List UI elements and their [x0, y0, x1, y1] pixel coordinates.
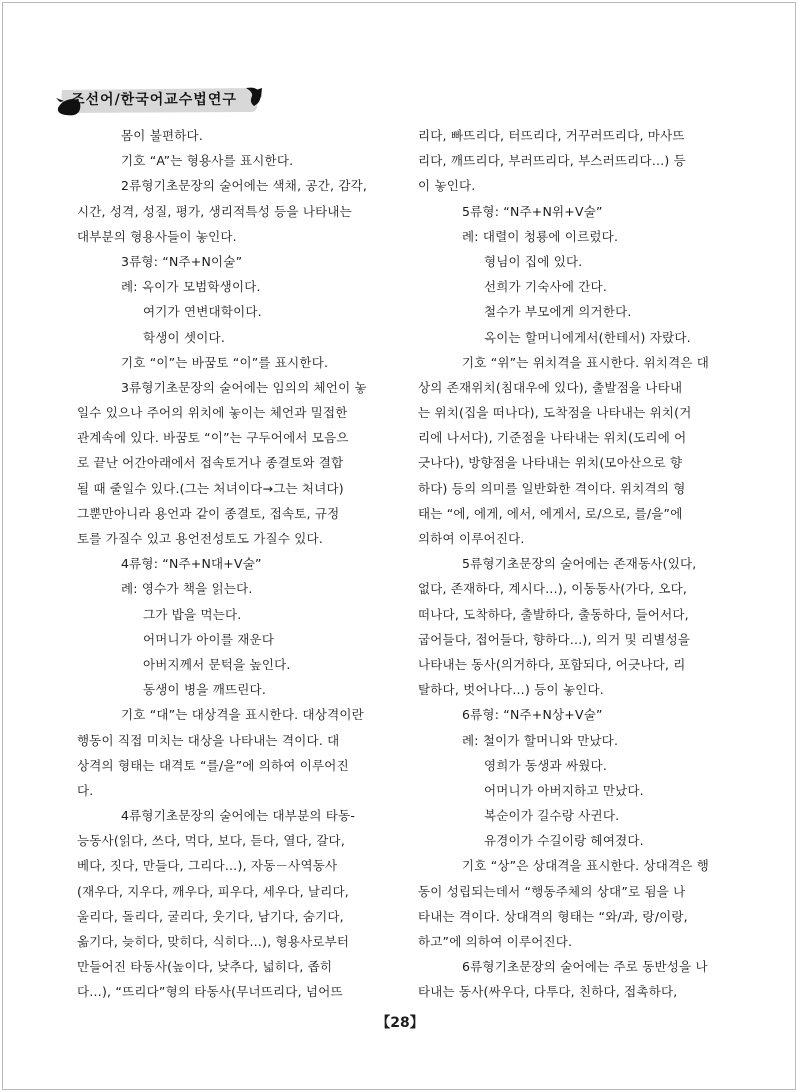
text-line: 선희가 기숙사에 간다.: [484, 279, 607, 295]
text-line: 대부분의 형용사들이 놓인다.: [77, 228, 237, 244]
text-line: 례: 옥이가 모범학생이다.: [121, 279, 261, 295]
text-line: 영희가 동생과 싸웠다.: [484, 757, 607, 773]
text-line: 철수가 부모에게 의거한다.: [484, 304, 632, 320]
text-line: 시간, 성격, 성질, 평가, 생리적특성 등을 나타내는: [77, 203, 352, 219]
text-line: 하다) 등의 의미를 일반화한 격이다. 위치격의 형: [418, 480, 686, 496]
text-line: 례: 대렬이 청룡에 이르렀다.: [462, 228, 619, 244]
text-line: 몸이 불편하다.: [121, 128, 203, 143]
text-line: 토를 가질수 있고 용언전성토도 가질수 있다.: [77, 531, 323, 546]
text-line: 일수 있으나 주어의 위치에 놓이는 체언과 밀접한: [77, 405, 348, 421]
text-line: 상격의 형태는 대격토 “를/을”에 의하여 이루어진: [77, 757, 349, 773]
text-line: 어머니가 아버지하고 만났다.: [484, 782, 644, 798]
right-column: [418, 123, 744, 1005]
header-title: 조선어/한국어교수법연구: [71, 92, 237, 108]
text-line: 동생이 병을 깨뜨린다.: [143, 682, 266, 698]
text-line: 2류형기초문장의 술어에는 색채, 공간, 감각,: [121, 178, 368, 194]
text-line: 태는 “에, 에게, 에서, 에게서, 로/으로, 를/을”에: [418, 505, 683, 521]
text-line: 나타내는 동사(의거하다, 포함되다, 어긋나다, 리: [418, 656, 686, 672]
text-line: 리다, 빠뜨리다, 터뜨리다, 거꾸러뜨리다, 마사뜨: [418, 128, 685, 143]
left-column: [77, 123, 404, 1005]
text-line: 기호 “이”는 바꿈토 “이”를 표시한다.: [121, 354, 329, 370]
text-line: 아버지께서 문턱을 높인다.: [143, 656, 291, 672]
text-line: 상의 존재위치(침대우에 있다), 출발점을 나타내: [418, 379, 683, 395]
header-banner: [56, 84, 262, 116]
text-line: 굽어들다, 접어들다, 향하다…), 의거 및 리별성을: [418, 631, 691, 647]
text-line: 타내는 격이다. 상대격의 형태는 “와/과, 랑/이랑,: [418, 908, 688, 924]
text-line: 기호 “대”는 대상격을 표시한다. 대상격이란: [121, 707, 364, 723]
text-line: 5류형: “N주+N위+V술”: [462, 203, 603, 219]
page-number: 【28】: [376, 1015, 424, 1031]
text-line: 유경이가 수길이랑 헤여졌다.: [484, 833, 644, 849]
text-line: (재우다, 지우다, 깨우다, 피우다, 세우다, 날리다,: [77, 883, 349, 899]
text-line: 옮기다, 늦히다, 맞히다, 식히다…), 형용사로부터: [77, 934, 350, 949]
text-line: 그가 밥을 먹는다.: [143, 606, 242, 622]
text-line: 행동이 직접 미치는 대상을 나타내는 격이다. 대: [77, 732, 340, 748]
text-line: 옥이는 할머니에게서(한테서) 자랐다.: [484, 329, 691, 345]
text-line: 될 때 줄일수 있다.(그는 처녀이다→그는 처녀다): [77, 480, 344, 496]
text-line: 하고”에 의하여 이루어진다.: [418, 934, 573, 949]
text-line: 기호 “A”는 형용사를 표시한다.: [121, 153, 294, 169]
text-line: 베다, 짓다, 만들다, 그리다…), 자동－사역동사: [77, 858, 338, 874]
text-line: 동이 성립되는데서 “행동주체의 상대”로 됨을 나: [418, 883, 686, 899]
text-line: 6류형기초문장의 술어에는 주로 동반성을 나: [462, 959, 708, 975]
text-line: 기호 “상”은 상대격을 표시한다. 상대격은 행: [462, 858, 710, 874]
text-line: 여기가 연변대학이다.: [143, 304, 262, 320]
text-line: 복순이가 길수랑 사귄다.: [484, 808, 620, 824]
text-line: 4류형기초문장의 술어에는 대부분의 타동-: [121, 808, 356, 824]
text-line: 의하여 이루어진다.: [418, 531, 525, 546]
text-line: 형님이 집에 있다.: [484, 253, 583, 269]
text-line: 5류형기초문장의 술어에는 존재동사(있다,: [462, 556, 697, 572]
text-line: 3류형: “N주+N이술”: [121, 253, 243, 269]
text-line: 만들어진 타동사(높이다, 낮추다, 넓히다, 좁히: [77, 959, 333, 975]
text-line: 리에 나서다), 기준점을 나타내는 위치(도리에 어: [418, 430, 687, 446]
text-line: 능동사(읽다, 쓰다, 먹다, 보다, 듣다, 열다, 갈다,: [77, 833, 346, 849]
text-line: 관계속에 있다. 바꿈토 “이”는 구두어에서 모음으: [77, 430, 349, 446]
text-line: 어머니가 아이를 재운다: [143, 631, 275, 647]
text-line: 그뿐만아니라 용언과 같이 종결토, 접속토, 규정: [77, 505, 340, 521]
text-line: 울리다, 돌리다, 굴리다, 웃기다, 남기다, 숨기다,: [77, 908, 344, 924]
text-line: 탈하다, 벗어나다…) 등이 놓인다.: [418, 682, 604, 698]
text-line: 떠나다, 도착하다, 출발하다, 출동하다, 들어서다,: [418, 606, 689, 622]
text-line: 타내는 동사(싸우다, 다투다, 친하다, 접촉하다,: [418, 984, 678, 1000]
text-line: 로 끝난 어간아래에서 접속토거나 종결토와 결합: [77, 455, 344, 471]
text-line: 없다, 존재하다, 계시다…), 이동동사(가다, 오다,: [418, 581, 688, 597]
text-line: 긋나다), 방향점을 나타내는 위치(모아산으로 향: [418, 455, 683, 471]
text-line: 다.: [77, 782, 94, 798]
text-line: 기호 “위”는 위치격을 표시한다. 위치격은 대: [462, 354, 710, 370]
text-line: 는 위치(집을 떠나다), 도착점을 나타내는 위치(거: [418, 405, 692, 421]
text-line: 6류형: “N주+N상+V술”: [462, 707, 603, 723]
text-line: 3류형기초문장의 술어에는 임의의 체언이 놓: [121, 379, 367, 395]
text-line: 학생이 셋이다.: [143, 329, 225, 345]
text-line: 리다, 깨뜨리다, 부러뜨리다, 부스러뜨리다…) 등: [418, 153, 686, 169]
text-line: 례: 영수가 책을 읽는다.: [121, 581, 253, 597]
text-line: 다…), “뜨리다”형의 타동사(무너뜨리다, 넘어뜨: [77, 984, 343, 1000]
text-line: 례: 철이가 할머니와 만났다.: [462, 732, 619, 748]
text-line: 이 놓인다.: [418, 178, 476, 194]
text-line: 4류형: “N주+N대+V술”: [121, 556, 262, 572]
